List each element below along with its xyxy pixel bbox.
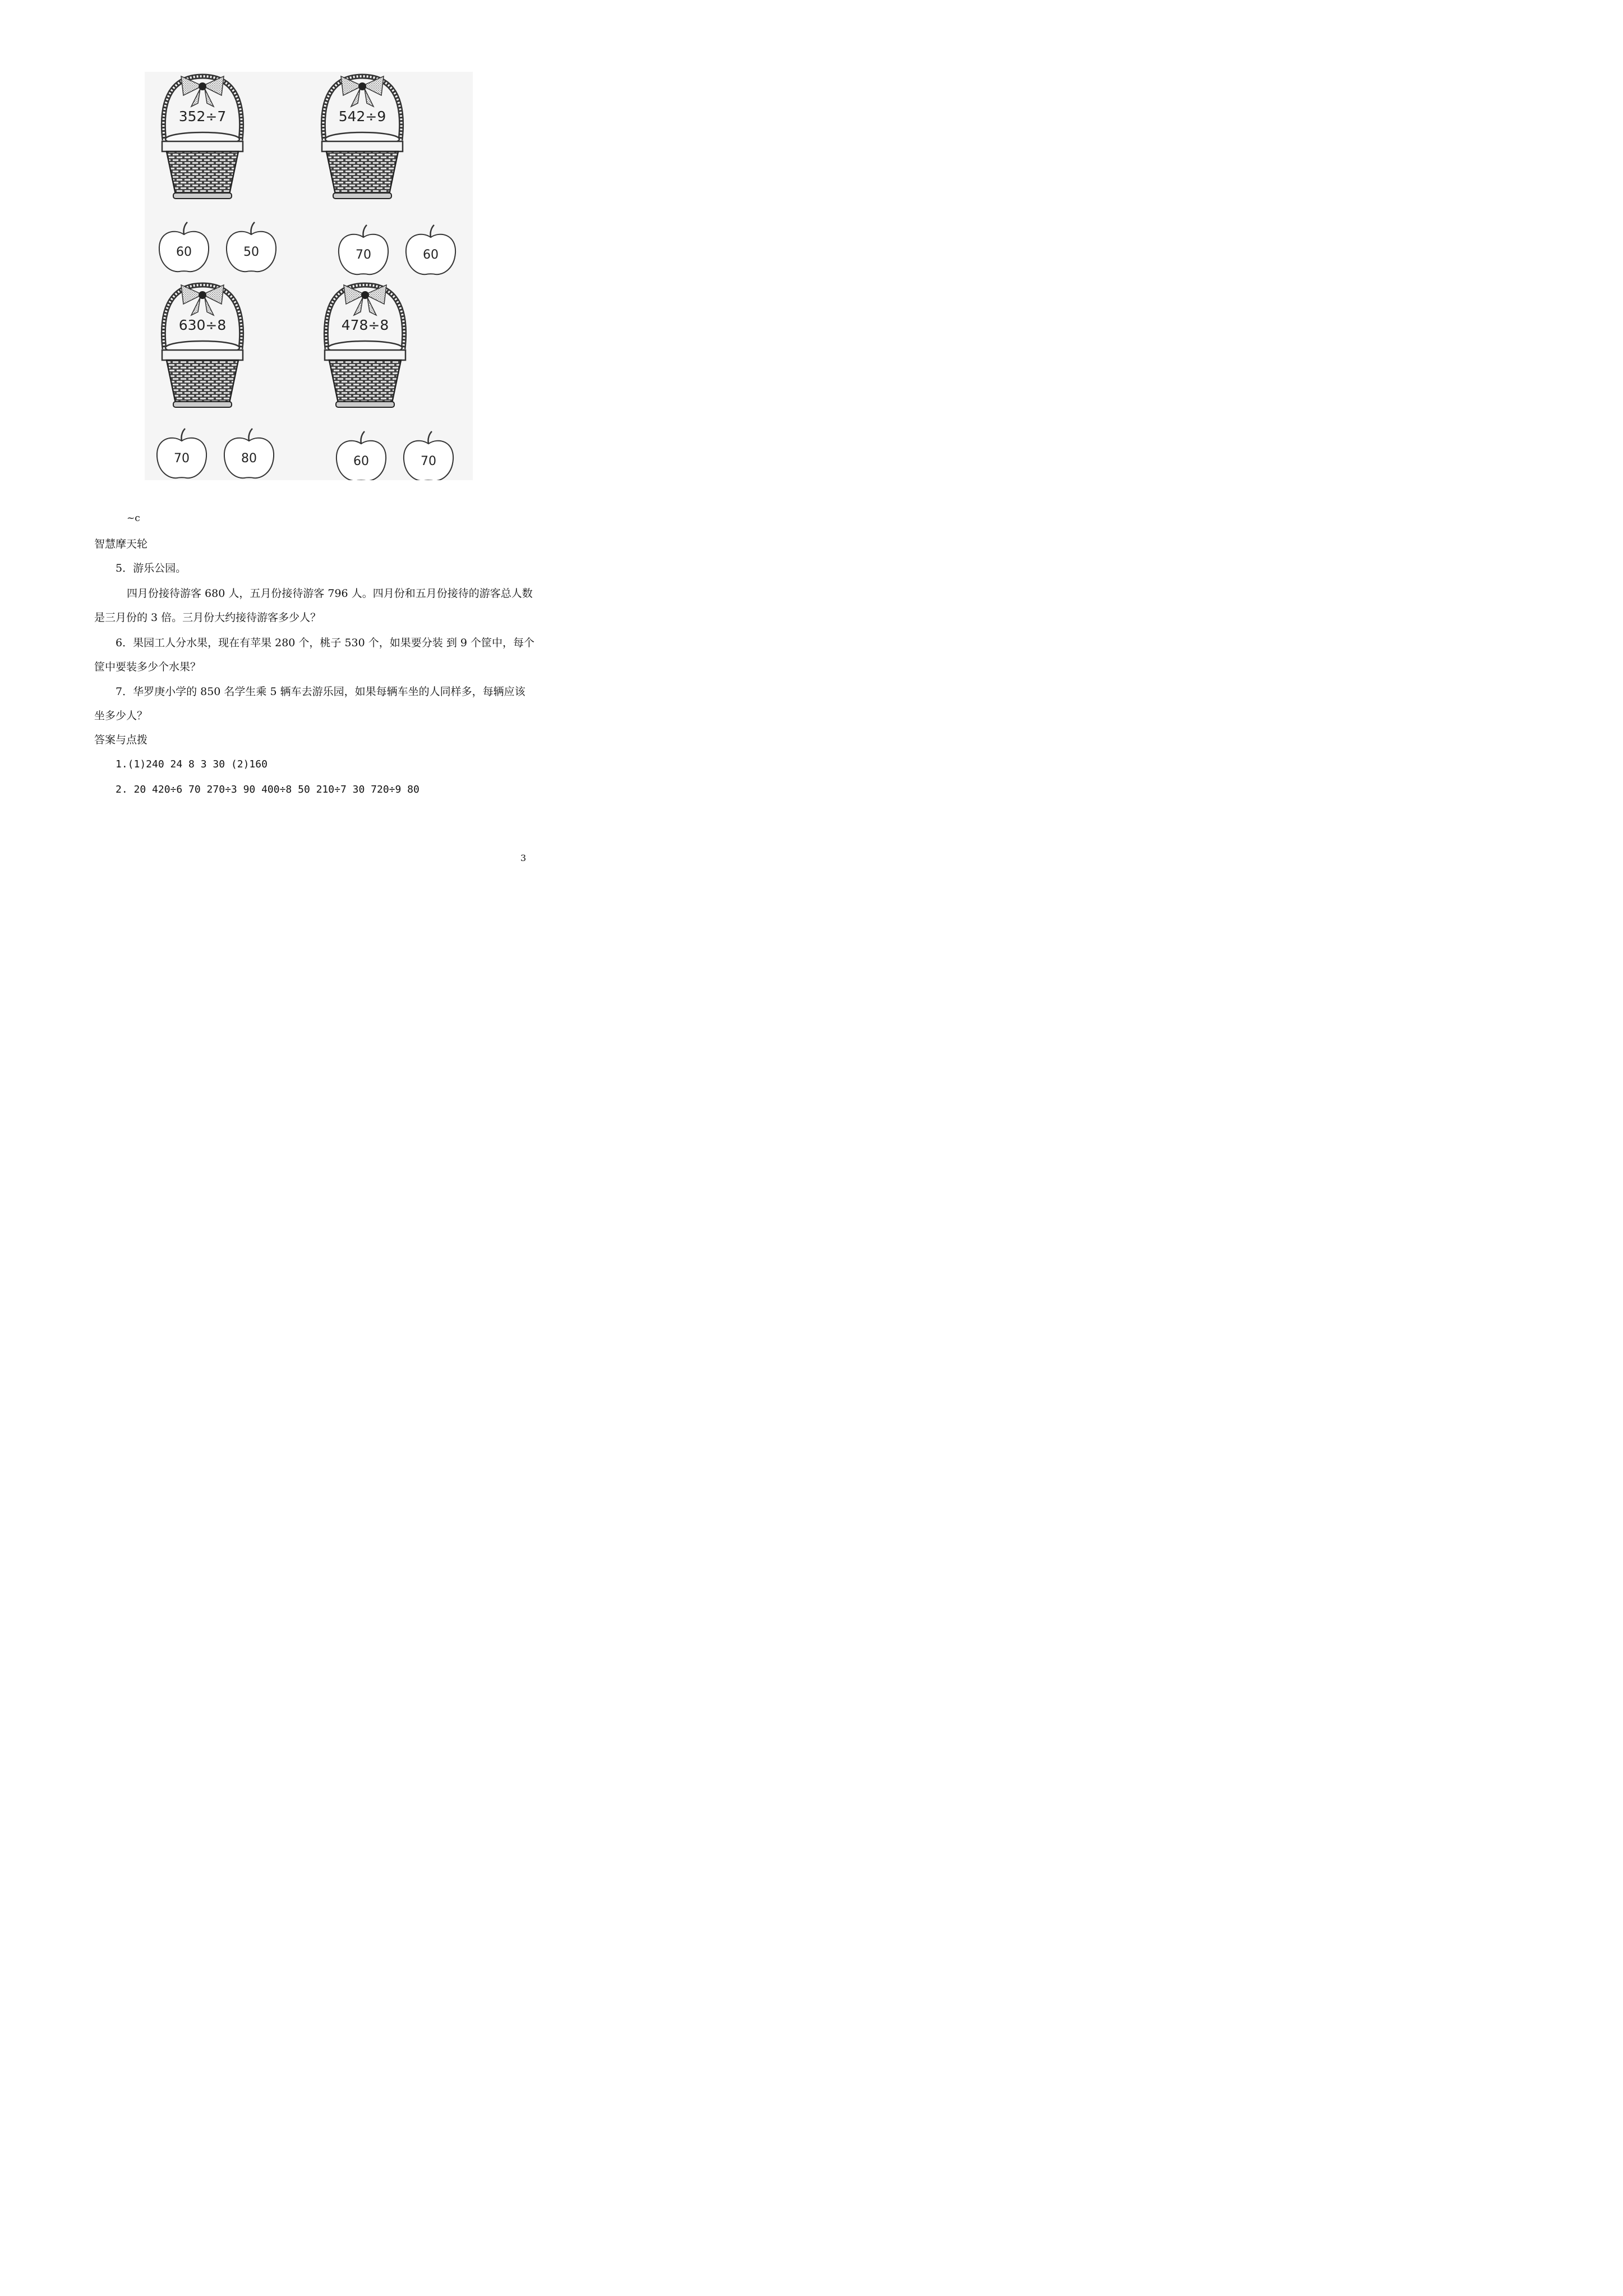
problem-6-line-1: 6．果园工人分水果，现在有苹果 280 个，桃子 530 个，如果要分装 到 9 个筐中，每个	[116, 637, 534, 649]
problem-5-line-2: 是三月份的 3 倍。三月份大约接待游客多少人？	[94, 611, 321, 624]
basket	[322, 76, 403, 199]
apple-icon	[336, 431, 386, 480]
apple-number: 70	[174, 452, 190, 466]
page-number: 3	[520, 853, 527, 863]
apple-icon	[406, 225, 455, 274]
apple-icon	[224, 429, 274, 478]
apple-icon	[159, 222, 209, 272]
basket-division-label: 630÷8	[178, 317, 227, 333]
ribbon-bow-icon	[181, 285, 224, 315]
apple-number: 50	[243, 245, 259, 259]
problem-5-title: 5．游乐公园。	[116, 562, 187, 574]
ribbon-bow-icon	[344, 285, 386, 315]
ribbon-bow-icon	[181, 76, 224, 107]
stray-artifact-text: ~c	[127, 513, 140, 524]
ribbon-bow-icon	[341, 76, 384, 107]
problem-5-line-1: 四月份接待游客 680 人，五月份接待游客 796 人。四月份和五月份接待的游客总人数	[127, 587, 533, 600]
apple-number: 60	[353, 454, 369, 468]
problem-7-line-2: 坐多少人？	[94, 710, 148, 722]
section-title: 智慧摩天轮	[94, 538, 148, 550]
basket-apple-illustration	[145, 72, 473, 480]
apple-number: 70	[421, 454, 436, 468]
illustration-canvas	[145, 72, 473, 480]
answers-title: 答案与点拨	[94, 734, 148, 746]
answer-line-2: 2. 20 420÷6 70 270÷3 90 400÷8 50 210÷7 30 720÷9 80	[116, 784, 419, 795]
basket	[162, 76, 243, 199]
basket	[162, 285, 243, 407]
apple-number: 60	[423, 248, 439, 262]
apple-icon	[404, 431, 453, 480]
basket-division-label: 478÷8	[341, 317, 389, 333]
apple-number: 60	[176, 245, 192, 259]
problem-7-line-1: 7．华罗庚小学的 850 名学生乘 5 辆车去游乐园，如果每辆车坐的人同样多，每辆应该	[116, 685, 525, 698]
basket	[325, 285, 405, 407]
apple-number: 70	[356, 248, 371, 262]
apple-icon	[339, 225, 388, 274]
problem-6-line-2: 筐中要装多少个水果？	[94, 661, 201, 673]
apple-icon	[157, 429, 206, 478]
apple-icon	[227, 222, 276, 272]
answer-line-1: 1.(1)240 24 8 3 30 (2)160	[116, 758, 268, 770]
basket-division-label: 542÷9	[338, 108, 386, 125]
basket-division-label: 352÷7	[178, 108, 227, 125]
apple-number: 80	[241, 452, 257, 466]
